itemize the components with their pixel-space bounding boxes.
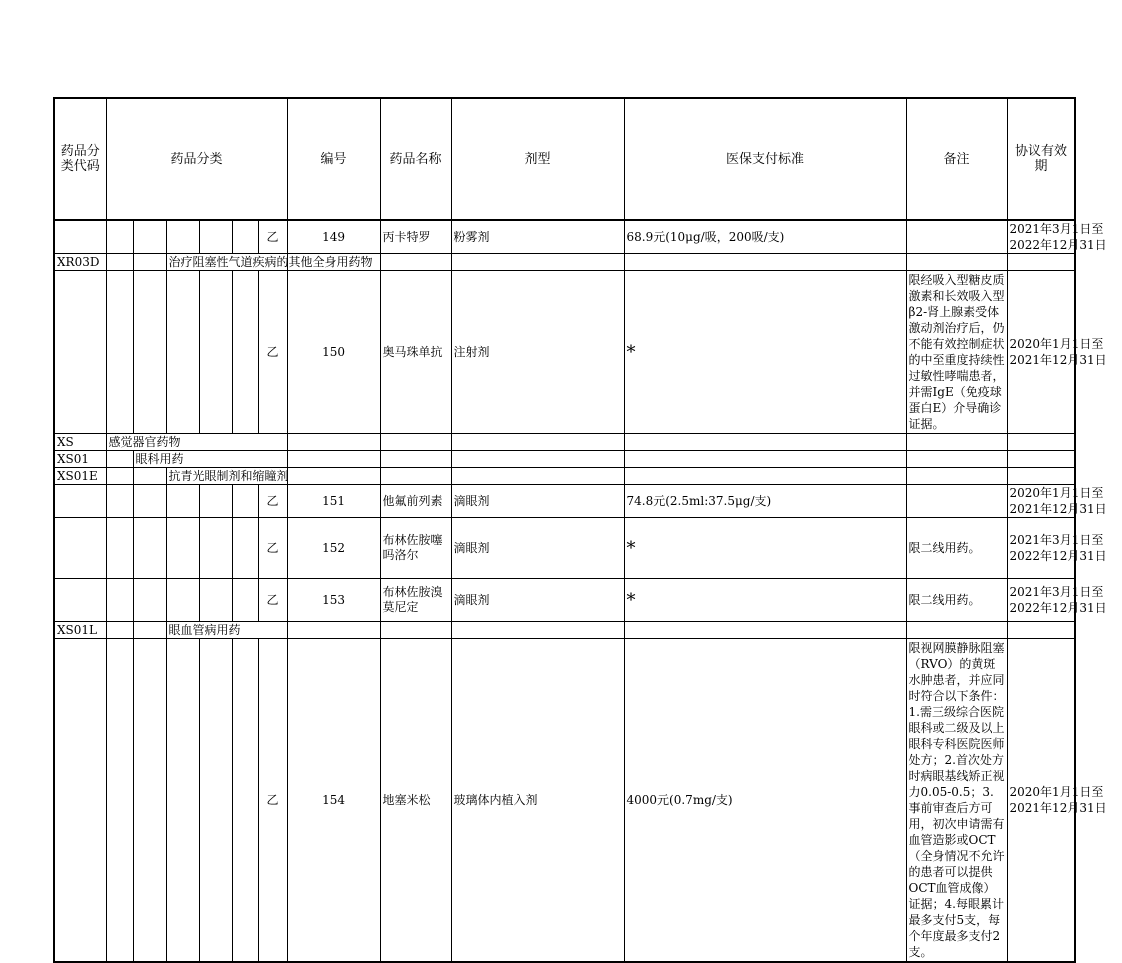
validity-period [1007, 220, 1107, 254]
empty-cell [906, 434, 1007, 451]
empty-cell [199, 220, 232, 254]
drug-name: 布林佐胺噻吗洛尔 [380, 518, 451, 579]
empty-cell [232, 518, 258, 579]
category-row [54, 622, 1075, 639]
drug-grade: 乙 [258, 579, 287, 622]
table-row [54, 579, 1075, 622]
header-form: 剂型 [451, 98, 624, 220]
empty-cell [54, 220, 106, 254]
drug-number: 154 [287, 639, 380, 963]
drug-number: 149 [287, 220, 380, 254]
category-label: 眼科用药 [133, 451, 287, 468]
empty-cell [166, 639, 199, 963]
drug-name: 奥马珠单抗 [380, 271, 451, 434]
empty-cell [133, 518, 166, 579]
empty-cell [451, 622, 624, 639]
empty-cell [906, 468, 1007, 485]
validity-end: 2021年12月31日 [1009, 801, 1107, 815]
empty-cell [380, 451, 451, 468]
drug-remarks: 限视网膜静脉阻塞（RVO）的黄斑水肿患者，并应同时符合以下条件：1.需三级综合医院眼科或二级及以上眼科专科医院医师处方；2.首次处方时病眼基线矫正视力0.05-0.5；3.事前审查后方可用，初次申请需有血管造影或OCT（全身情况不允许的患者可以提供OCT血管成像）证据；4.每眼累计最多支付5支，每个年度最多支付2支。 [906, 639, 1007, 963]
empty-cell [451, 468, 624, 485]
payment-standard: * [624, 579, 906, 622]
header-num: 编号 [287, 98, 380, 220]
category-code: XS [54, 434, 106, 451]
drug-name: 布林佐胺溴莫尼定 [380, 579, 451, 622]
validity-start: 2020年1月1日至 [1009, 337, 1104, 351]
empty-cell [106, 579, 133, 622]
empty-cell [133, 485, 166, 518]
table-header-row [54, 98, 1075, 220]
empty-cell [451, 434, 624, 451]
empty-cell [232, 220, 258, 254]
validity-period [1007, 271, 1107, 434]
validity-period [1007, 579, 1107, 622]
payment-standard: 4000元(0.7mg/支) [624, 639, 906, 963]
empty-cell [451, 254, 624, 271]
drug-form: 滴眼剂 [451, 579, 624, 622]
empty-cell [133, 220, 166, 254]
empty-cell [106, 254, 133, 271]
empty-cell [106, 468, 133, 485]
empty-cell [232, 579, 258, 622]
empty-cell [199, 485, 232, 518]
empty-cell [624, 254, 906, 271]
empty-cell [106, 518, 133, 579]
empty-cell [1007, 451, 1075, 468]
empty-cell [287, 434, 380, 451]
validity-start: 2020年1月1日至 [1009, 785, 1104, 799]
empty-cell [54, 518, 106, 579]
category-code: XS01L [54, 622, 106, 639]
category-row [54, 451, 1075, 468]
empty-cell [133, 622, 166, 639]
validity-end: 2021年12月31日 [1009, 502, 1107, 516]
empty-cell [199, 579, 232, 622]
empty-cell [906, 622, 1007, 639]
empty-cell [106, 639, 133, 963]
drug-name: 丙卡特罗 [380, 220, 451, 254]
payment-standard: * [624, 271, 906, 434]
table-row [54, 518, 1075, 579]
empty-cell [624, 451, 906, 468]
empty-cell [624, 622, 906, 639]
drug-number: 150 [287, 271, 380, 434]
empty-cell [624, 468, 906, 485]
drug-catalog-table [53, 97, 1107, 963]
category-label: 感觉器官药物 [106, 434, 287, 451]
category-code: XR03D [54, 254, 106, 271]
header-standard: 医保支付标准 [624, 98, 906, 220]
drug-grade: 乙 [258, 220, 287, 254]
empty-cell [451, 451, 624, 468]
drug-name: 他氟前列素 [380, 485, 451, 518]
category-label: 抗青光眼制剂和缩瞳剂 [166, 468, 287, 485]
drug-form: 滴眼剂 [451, 518, 624, 579]
drug-form: 粉雾剂 [451, 220, 624, 254]
category-label: 治疗阻塞性气道疾病的其他全身用药物 [166, 254, 287, 271]
empty-cell [232, 485, 258, 518]
empty-cell [624, 434, 906, 451]
validity-end: 2021年12月31日 [1009, 353, 1107, 367]
category-row [54, 254, 1075, 271]
drug-remarks [906, 485, 1007, 518]
header-remarks: 备注 [906, 98, 1007, 220]
header-validity: 协议有效期 [1007, 98, 1075, 220]
empty-cell [232, 271, 258, 434]
empty-cell [1007, 434, 1075, 451]
validity-period [1007, 518, 1107, 579]
drug-grade: 乙 [258, 639, 287, 963]
empty-cell [166, 485, 199, 518]
empty-cell [166, 579, 199, 622]
empty-cell [166, 220, 199, 254]
validity-start: 2021年3月1日至 [1009, 222, 1104, 236]
header-category: 药品分类 [106, 98, 287, 220]
empty-cell [287, 468, 380, 485]
table-row [54, 485, 1075, 518]
empty-cell [380, 622, 451, 639]
category-label: 眼血管病用药 [166, 622, 287, 639]
empty-cell [199, 271, 232, 434]
table-row [54, 639, 1075, 963]
drug-number: 152 [287, 518, 380, 579]
payment-standard: * [624, 518, 906, 579]
drug-number: 153 [287, 579, 380, 622]
drug-form: 滴眼剂 [451, 485, 624, 518]
drug-remarks: 限二线用药。 [906, 579, 1007, 622]
empty-cell [199, 639, 232, 963]
category-code: XS01E [54, 468, 106, 485]
empty-cell [106, 271, 133, 434]
category-row [54, 434, 1075, 451]
validity-start: 2020年1月1日至 [1009, 486, 1104, 500]
empty-cell [199, 518, 232, 579]
validity-period [1007, 485, 1107, 518]
validity-period [1007, 639, 1107, 963]
empty-cell [380, 468, 451, 485]
empty-cell [232, 639, 258, 963]
empty-cell [906, 254, 1007, 271]
drug-grade: 乙 [258, 271, 287, 434]
category-code: XS01 [54, 451, 106, 468]
empty-cell [106, 451, 133, 468]
empty-cell [287, 451, 380, 468]
empty-cell [1007, 468, 1075, 485]
validity-end: 2022年12月31日 [1009, 549, 1107, 563]
empty-cell [166, 271, 199, 434]
drug-remarks: 限二线用药。 [906, 518, 1007, 579]
empty-cell [133, 254, 166, 271]
empty-cell [106, 622, 133, 639]
validity-end: 2022年12月31日 [1009, 601, 1107, 615]
header-name: 药品名称 [380, 98, 451, 220]
empty-cell [54, 485, 106, 518]
drug-number: 151 [287, 485, 380, 518]
drug-form: 注射剂 [451, 271, 624, 434]
payment-standard: 74.8元(2.5ml:37.5μg/支) [624, 485, 906, 518]
category-row [54, 468, 1075, 485]
empty-cell [133, 271, 166, 434]
empty-cell [133, 579, 166, 622]
empty-cell [54, 639, 106, 963]
empty-cell [106, 485, 133, 518]
empty-cell [906, 451, 1007, 468]
empty-cell [54, 271, 106, 434]
drug-remarks [906, 220, 1007, 254]
empty-cell [287, 622, 380, 639]
table-row [54, 220, 1075, 254]
empty-cell [380, 254, 451, 271]
empty-cell [1007, 254, 1075, 271]
empty-cell [1007, 622, 1075, 639]
empty-cell [133, 468, 166, 485]
empty-cell [54, 579, 106, 622]
empty-cell [133, 639, 166, 963]
empty-cell [106, 220, 133, 254]
payment-standard: 68.9元(10μg/吸，200吸/支) [624, 220, 906, 254]
validity-start: 2021年3月1日至 [1009, 585, 1104, 599]
drug-name: 地塞米松 [380, 639, 451, 963]
drug-remarks: 限经吸入型糖皮质激素和长效吸入型β2-肾上腺素受体激动剂治疗后，仍不能有效控制症状的中至重度持续性过敏性哮喘患者，并需IgE（免疫球蛋白E）介导确诊证据。 [906, 271, 1007, 434]
drug-grade: 乙 [258, 518, 287, 579]
header-code: 药品分类代码 [54, 98, 106, 220]
empty-cell [166, 518, 199, 579]
validity-start: 2021年3月1日至 [1009, 533, 1104, 547]
drug-grade: 乙 [258, 485, 287, 518]
validity-end: 2022年12月31日 [1009, 238, 1107, 252]
empty-cell [380, 434, 451, 451]
drug-form: 玻璃体内植入剂 [451, 639, 624, 963]
table-row [54, 271, 1075, 434]
